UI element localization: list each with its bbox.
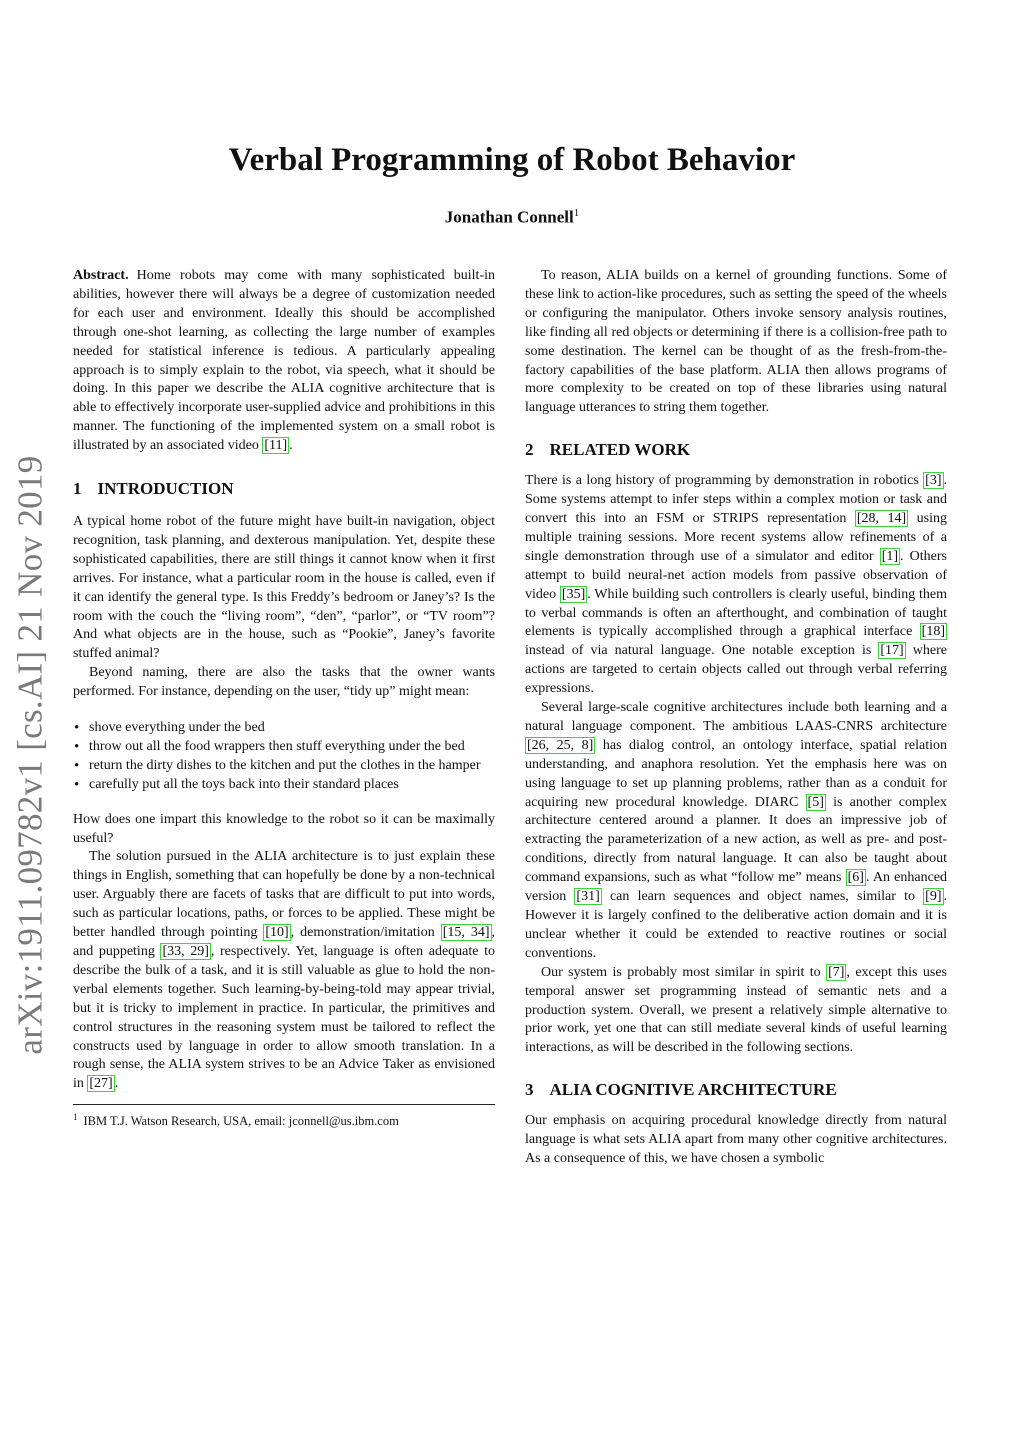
citation-link[interactable]: [5] bbox=[807, 794, 824, 810]
author-name: Jonathan Connell bbox=[444, 207, 574, 227]
tidy-up-list bbox=[73, 719, 495, 795]
section-heading-related-work: 2 RELATED WORK bbox=[525, 440, 691, 460]
citation-link[interactable]: [7] bbox=[828, 964, 845, 980]
citation-link[interactable]: [9] bbox=[925, 889, 942, 905]
citation-link[interactable]: [6] bbox=[847, 870, 864, 886]
author-footnote-mark: 1 bbox=[573, 207, 580, 219]
footnote bbox=[73, 1109, 495, 1129]
body-paragraph: To reason, ALIA builds on a kernel of grounding functions. Some of these link to action-like procedures, such as setting the speed of the wheels or configuring the manipulator. Others invoke sensory analysis routines, like finding all red objects or determining if there is a collision-free path to some destination. The kernel can be thought of as the fresh-from-the-factory capabilities of the base platform. ALIA then allows programs of more complexity to be created on top of these libraries using natural language utterances to string them together. bbox=[525, 268, 947, 416]
citation-link[interactable]: [35] bbox=[561, 586, 586, 602]
citation-link[interactable]: [1] bbox=[881, 548, 899, 564]
author-line bbox=[0, 207, 1024, 228]
arxiv-stamp bbox=[10, 450, 52, 1060]
citation-link[interactable]: [33, 29] bbox=[162, 944, 209, 959]
citation-link[interactable]: [27] bbox=[89, 1076, 113, 1092]
related-work-paragraph: There is a long history of programming by demonstration in robotics [3] . Some systems attempt to infer steps within a complex motion or task and convert this into an FSM or STRIPS representation [28, 14] using multiple training sessions. More recent systems allow refinements of a single demonstration through use of a simulator and editor [1] . Others attempt to build neural-net action models from passive observation of video [35] . While building such controllers is clearly useful, binding them to verbal commands is often an afterthought, and combination of taught elements is typically accomplished through a graphical interface [18] instead of via natural language. One notable exception is [17] where actions are targeted to certain objects called out through verbal referring expressions. bbox=[525, 473, 948, 697]
citation-link[interactable]: [11] bbox=[264, 438, 288, 454]
citation-link[interactable]: [10] bbox=[265, 925, 289, 941]
intro-paragraph: Beyond naming, there are also the tasks that the owner wants performed. For instance, depending on the user, “tidy up” might mean: bbox=[73, 665, 495, 700]
section-heading-alia-architecture: 3 ALIA COGNITIVE ARCHITECTURE bbox=[525, 1080, 837, 1100]
footnote-text: IBM T.J. Watson Research, USA, email: jconnell@us.ibm.com bbox=[83, 1114, 399, 1129]
arxiv-stamp-text: arXiv:1911.09782v1 [cs.AI] 21 Nov 2019 bbox=[11, 455, 51, 1055]
left-column bbox=[73, 267, 495, 1129]
citation-link[interactable]: [26, 25, 8] bbox=[527, 737, 594, 753]
citation-link[interactable]: [3] bbox=[925, 473, 942, 489]
related-work-paragraph: Several large-scale cognitive architectures include both learning and a natural language component. The ambitious LAAS-CNRS architecture [26, 25, 8] has dialog control, an ontology interface, spatial relation understanding, and anaphora resolution. Yet the emphasis here was on using language to set up planning problems, rather than as a conduit for acquiring new procedural knowledge. DIARC [5] is another complex architecture centered around a planner. It does an impressive job of extracting the parameterization of a new action, as well as pre- and post-conditions, directly from natural language. It can also be taught about command expansions, such as what “follow me” means [6] . An enhanced version [31] can learn sequences and object names, similar to [9] . However it is largely confined to the deliberative action domain and it is unclear whether it could be extended to reactive routines or social conventions. bbox=[525, 700, 947, 961]
intro-paragraph: The solution pursued in the ALIA architecture is to just explain these things in English, something that can hopefully be done by a non-technical user. Arguably there are facets of tasks that are difficult to put into words, such as particular locations, paths, or forces to be applied. These might be better handled through pointing [10] , demonstration/imitation [15, 34] , and puppeting [33, 29] , respectively. Yet, language is often adequate to describe the bulk of a task, and it is still valuable as glue to hold the non-verbal elements together. Such learning-by-being-told may appear trivial, but it is tricky to implement in practice. In particular, the primitives and control structures in the reasoning system must be tailored to reflect the constructs used by language in order to allow smooth translation. In a rough sense, the ALIA system strives to be an Advice Taker as envisioned in [27] . bbox=[73, 849, 496, 1092]
paper-title: Verbal Programming of Robot Behavior bbox=[228, 142, 796, 178]
abstract-label: Abstract. bbox=[73, 268, 129, 283]
list-item: • return the dirty dishes to the kitchen and put the clothes in the hamper bbox=[73, 757, 495, 776]
citation-link[interactable]: [15, 34] bbox=[442, 925, 490, 941]
abstract: Abstract. Home robots may come with many sophisticated built-in abilities, however there will always be a degree of customization needed for each user and environment. Ideally this should be accomplished through one-shot learning, as collecting the large number of examples needed for statistical inference is tedious. A particularly appealing approach is to simply explain to the robot, via speech, what it should be doing. In this paper we describe the ALIA cognitive architecture that is able to effectively incorporate user-supplied advice and prohibitions in this manner. The functioning of the implemented system on a small robot is illustrated by an associated video [11] . bbox=[73, 268, 495, 454]
citation-link[interactable]: [28, 14] bbox=[856, 510, 907, 526]
list-item: • shove everything under the bed bbox=[73, 719, 495, 738]
related-work-paragraph: Our system is probably most similar in spirit to [7] , except this uses temporal answer set programming instead of semantic nets and a production system. Overall, we present a relatively simple alternative to prior work, yet one that can still mediate several kinds of useful learning interactions, as will be described in the following sections. bbox=[525, 964, 948, 1056]
architecture-paragraph: Our emphasis on acquiring procedural knowledge directly from natural language is what sets ALIA apart from many other cognitive architectures. As a consequence of this, we have chosen a symbolic bbox=[525, 1113, 947, 1166]
citation-link[interactable]: [31] bbox=[576, 889, 600, 905]
citation-link[interactable]: [17] bbox=[880, 643, 904, 659]
intro-paragraph: How does one impart this knowledge to the robot so it can be maximally useful? bbox=[73, 811, 495, 846]
citation-link[interactable]: [18] bbox=[921, 624, 945, 640]
intro-paragraph: A typical home robot of the future might have built-in navigation, object recognition, task planning, and dexterous manipulation. Yet, despite these sophisticated capabilities, there are still things it cannot know when it first arrives. For instance, what a particular room in the house is called, even if it can identify the general type. Is this Freddy’s bedroom or Janey’s? Is the room with the couch the “living room”, “den”, “parlor”, or “TV room”? And what objects are in the house, such as “Pookie”, Janey’s favorite stuffed animal? bbox=[73, 513, 495, 662]
right-column bbox=[525, 267, 947, 1169]
footnote-rule bbox=[73, 1104, 495, 1105]
section-heading-introduction: 1 INTRODUCTION bbox=[73, 479, 234, 499]
footnote-mark: 1 bbox=[73, 1112, 78, 1123]
list-item: • throw out all the food wrappers then stuff everything under the bed bbox=[73, 738, 495, 757]
list-item: • carefully put all the toys back into their standard places bbox=[73, 776, 495, 795]
